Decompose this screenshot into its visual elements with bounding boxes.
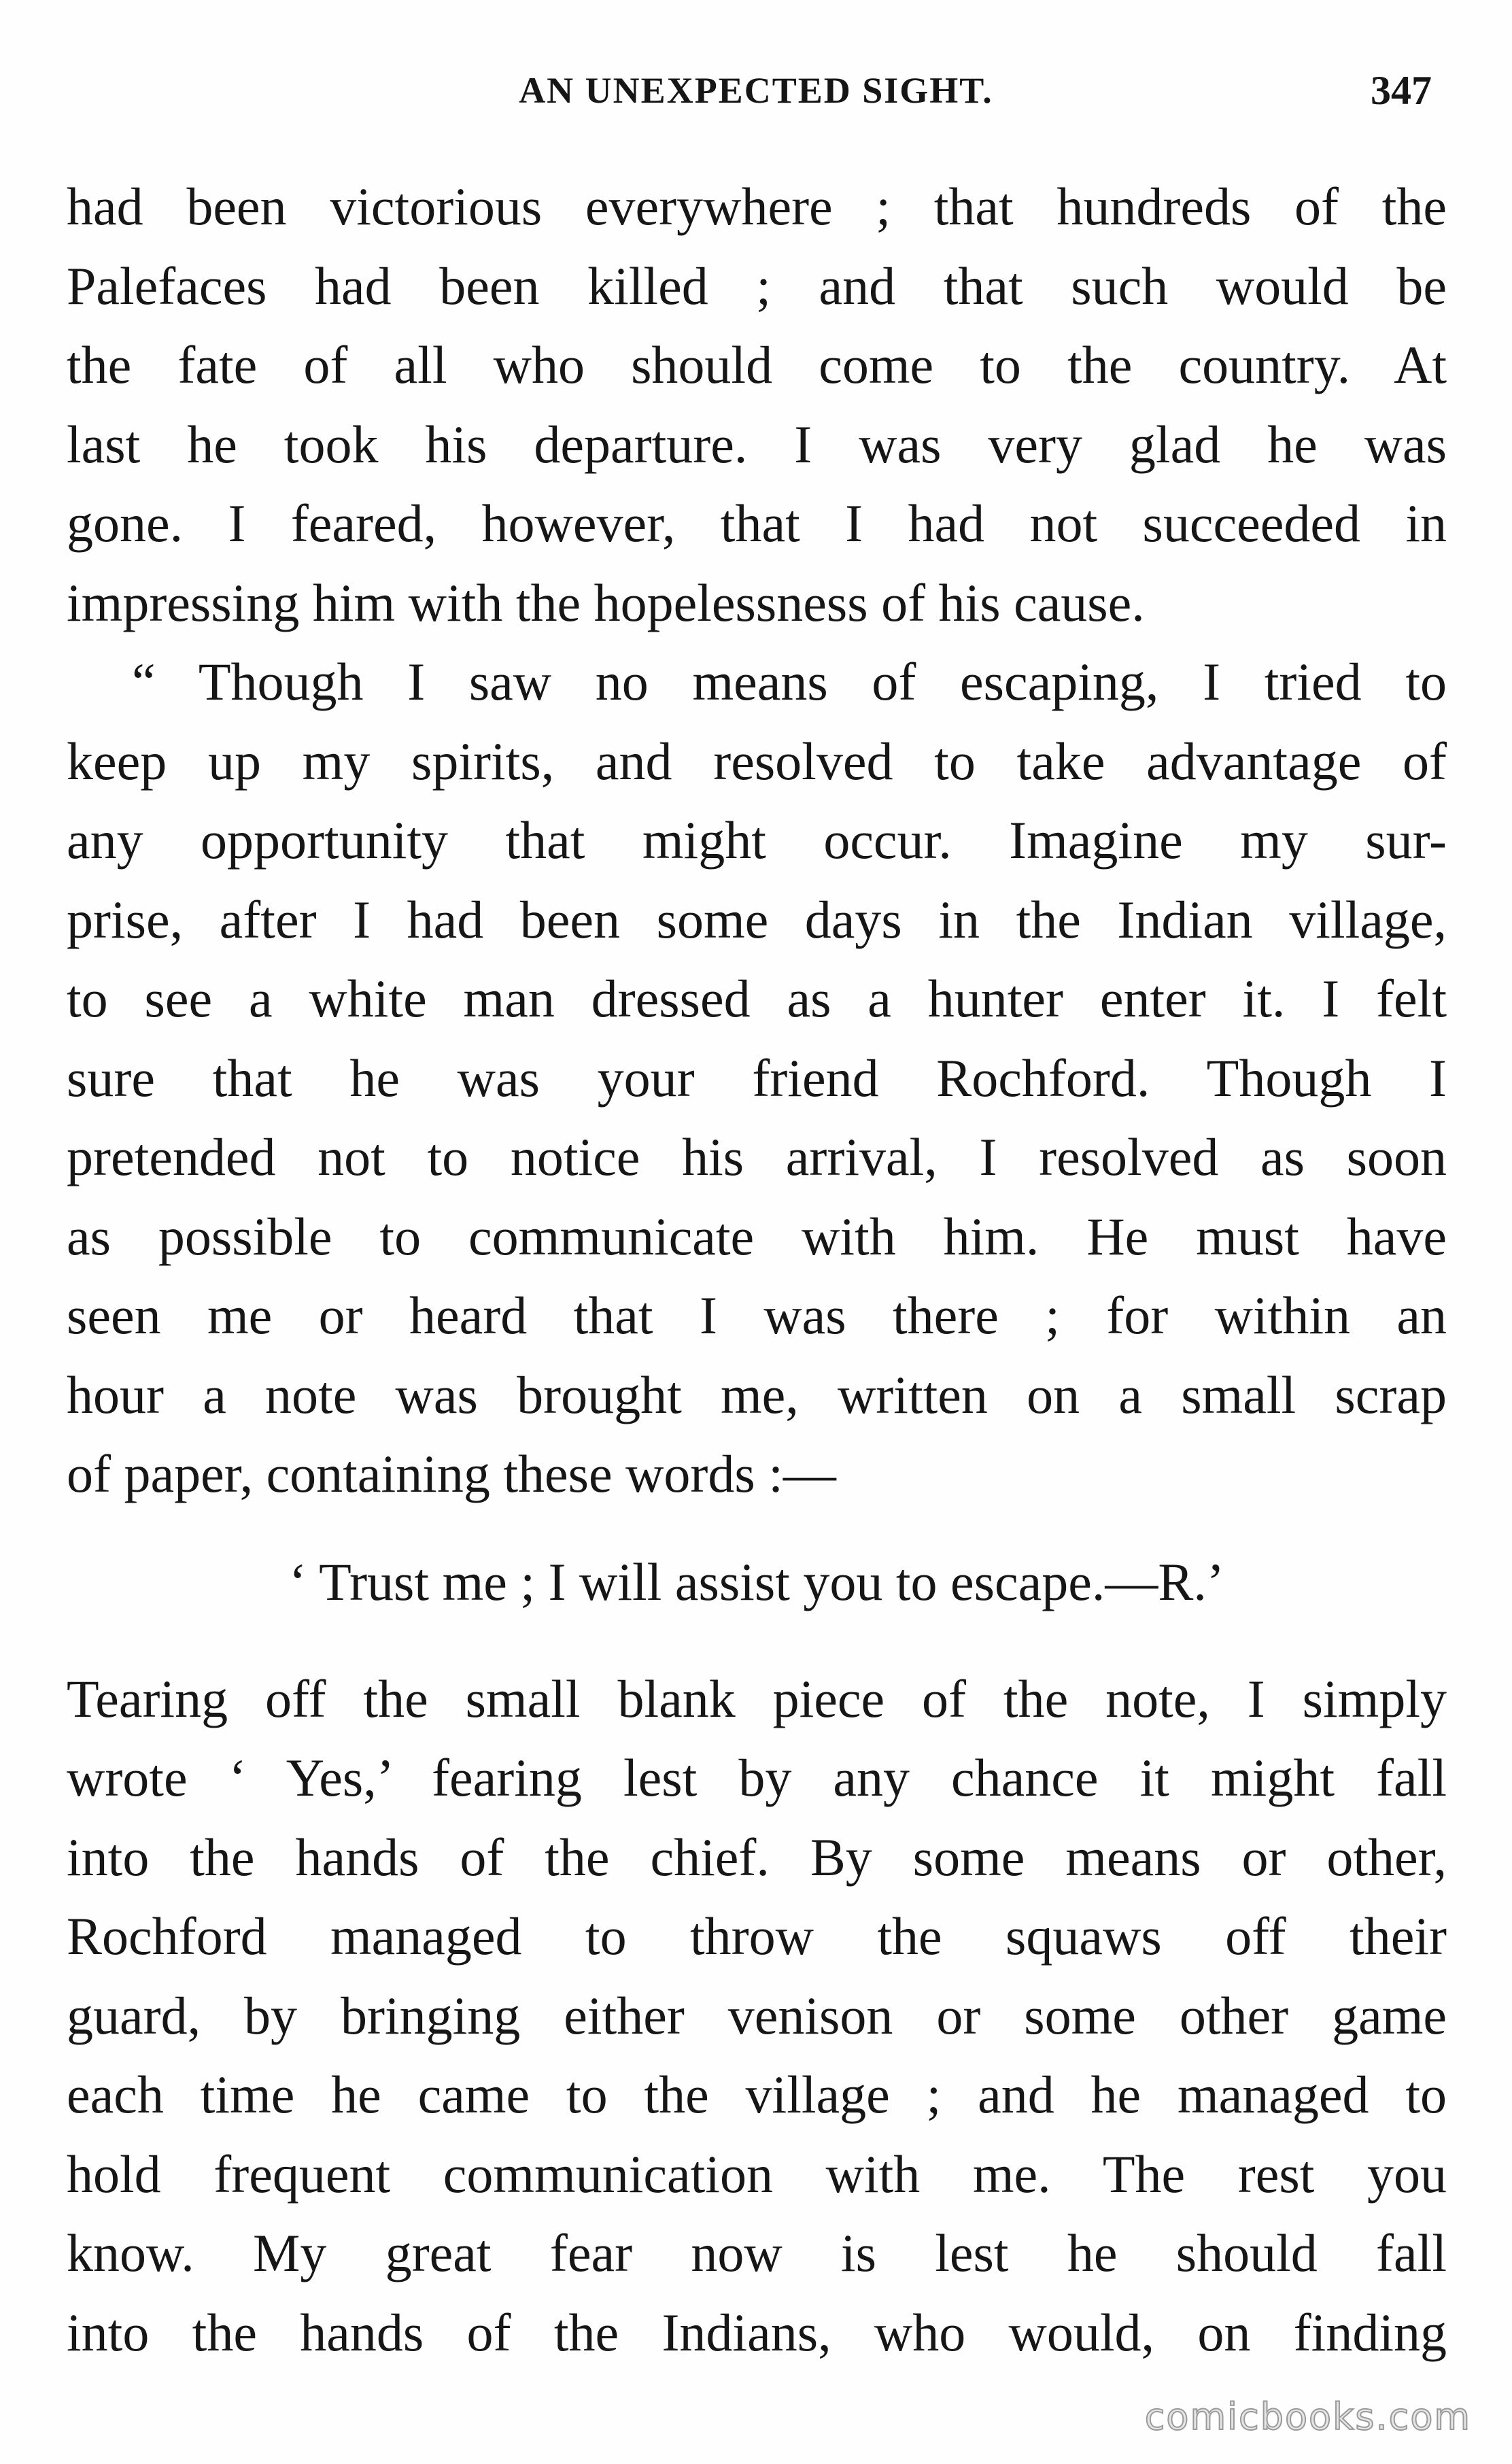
text-line: sure that he was your friend Rochford. Though I <box>67 1048 1447 1108</box>
text-line: impressing him with the hopelessness of his cause. <box>67 572 1145 632</box>
text-line: into the hands of the Indians, who would, on finding <box>67 2302 1447 2362</box>
text-line: the fate of all who should come to the country. At <box>67 335 1447 394</box>
paragraph-3 <box>67 1660 1447 2373</box>
text-line: guard, by bringing either venison or some other game <box>67 1985 1447 2045</box>
running-head: AN UNEXPECTED SIGHT. <box>519 70 993 111</box>
text-line: wrote ‘ Yes,’ fearing lest by any chance it might fall <box>67 1748 1447 1807</box>
text-line: last he took his departure. I was very glad he was <box>67 414 1447 474</box>
text-line: hold frequent communication with me. The rest you <box>67 2144 1447 2204</box>
page-header <box>68 60 1444 121</box>
text-line: each time he came to the village ; and he managed to <box>67 2065 1447 2124</box>
text-line: gone. I feared, however, that I had not succeeded in <box>67 494 1447 553</box>
text-line: Rochford managed to throw the squaws off their <box>67 1906 1447 1966</box>
page-number: 347 <box>1371 68 1432 113</box>
quoted-note: ‘ Trust me ; I will assist you to escape.—R.’ <box>289 1552 1224 1611</box>
text-line: into the hands of the chief. By some means or other, <box>67 1827 1447 1887</box>
body-text <box>67 167 1447 2372</box>
paragraph-2 <box>67 643 1447 1514</box>
text-line: as possible to communicate with him. He must have <box>67 1206 1447 1266</box>
text-line: keep up my spirits, and resolved to take advantage of <box>67 731 1447 791</box>
watermark: comicbooks.com <box>1144 2395 1471 2438</box>
text-line: any opportunity that might occur. Imagine my sur- <box>67 810 1447 870</box>
text-line: had been victorious everywhere ; that hundreds of the <box>67 177 1447 236</box>
text-line: Palefaces had been killed ; and that such would be <box>67 256 1447 315</box>
text-line: prise, after I had been some days in the Indian village, <box>67 889 1447 949</box>
text-line: “ Though I saw no means of escaping, I tried to <box>132 652 1447 711</box>
text-line: to see a white man dressed as a hunter enter it. I felt <box>67 969 1447 1028</box>
paragraph-1 <box>67 167 1447 643</box>
text-line: Tearing off the small blank piece of the note, I simply <box>67 1669 1447 1728</box>
text-line: pretended not to notice his arrival, I resolved as soon <box>67 1127 1447 1186</box>
text-line: hour a note was brought me, written on a small scrap <box>67 1365 1447 1424</box>
text-line: of paper, containing these words :— <box>67 1444 836 1503</box>
text-line: know. My great fear now is lest he should fall <box>67 2223 1447 2282</box>
text-line: seen me or heard that I was there ; for within an <box>67 1286 1447 1345</box>
